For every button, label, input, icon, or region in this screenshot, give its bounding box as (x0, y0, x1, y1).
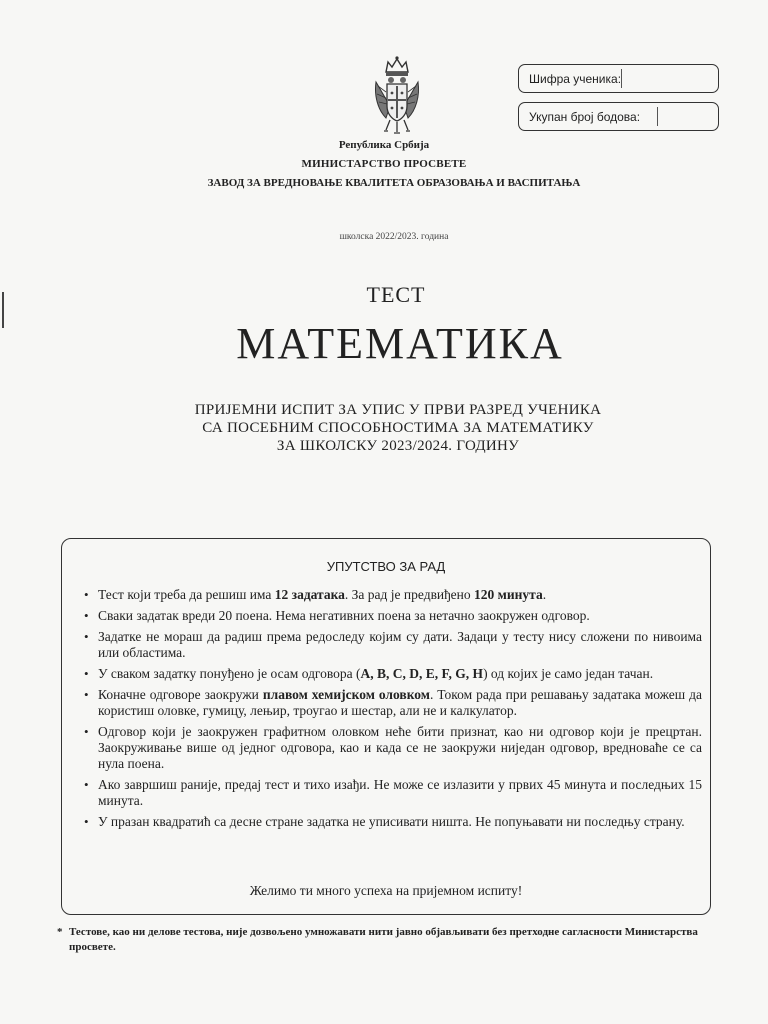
student-code-label: Шифра ученика: (529, 71, 622, 86)
institute-name: ЗАВОД ЗА ВРЕДНОВАЊЕ КВАЛИТЕТА ОБРАЗОВАЊА И ВАСПИТАЊА (207, 177, 581, 189)
total-points-field[interactable] (518, 102, 719, 131)
instruction-item: • Сваки задатак вреди 20 поена. Нема негативних поена за нетачно заокружен одговор. (84, 608, 702, 624)
scan-edge-mark (2, 292, 4, 328)
instruction-item (84, 666, 702, 682)
instruction-bold: A, B, C, D, E, F, G, H (360, 666, 484, 681)
instruction-text: . (542, 587, 547, 602)
instruction-text: . За рад је предвиђено (344, 587, 475, 602)
instructions-panel (61, 538, 711, 915)
instructions-heading: УПУТСТВО ЗА РАД (326, 559, 446, 574)
student-code-divider (621, 69, 622, 88)
good-luck-message: Желимо ти много успеха на пријемном испиту! (249, 883, 523, 898)
instruction-item: • У празан квадратић са десне стране задатка не уписивати ништа. Не попуњавати ни последњу страну. (84, 814, 702, 830)
ministry-name: МИНИСТАРСТВО ПРОСВЕТЕ (301, 158, 467, 170)
subject-title: МАТЕМАТИКА (236, 319, 564, 368)
instruction-item (84, 587, 702, 603)
school-year: школска 2022/2023. година (339, 232, 449, 242)
instruction-text: У сваком задатку понуђено је осам одговора ( (98, 666, 361, 681)
instruction-item: • Задатке не мораш да радиш према редоследу којим су дати. Задаци у тесту нису сложени по нивоима или областима. (84, 629, 702, 661)
student-code-field[interactable] (518, 64, 719, 93)
subtitle-line: ЗА ШКОЛСКУ 2023/2024. ГОДИНУ (276, 438, 520, 454)
subtitle-line: СА ПОСЕБНИМ СПОСОБНОСТИМА ЗА МАТЕМАТИКУ (202, 420, 594, 436)
instruction-bold: 120 минута (474, 587, 543, 602)
instructions-list (84, 587, 702, 835)
instruction-text: Коначне одговоре заокружи (98, 687, 263, 702)
instruction-item (84, 687, 702, 719)
copyright-footnote (57, 925, 717, 955)
total-points-label: Укупан број бодова: (529, 109, 641, 124)
total-points-divider (657, 107, 658, 126)
instruction-item: • Одговор који је заокружен графитном оловком неће бити признат, као ни одговор који је прецртан. Заокруживање више од једног одговора, као и када се не заокружи ниједан одговор, вредноваће се са нула поена. (84, 724, 702, 772)
instruction-item: • Ако завршиш раније, предај тест и тихо изађи. Не може се излазити у првих 45 минута и последњих 15 минута. (84, 777, 702, 809)
footnote-text: Тестове, као ни делове тестова, није дозвољено умножавати нити јавно објављивати без претходне сагласности Министарства просвете. (69, 926, 698, 953)
footnote-asterisk: * (57, 926, 63, 938)
instruction-text: ) од којих је само један тачан. (483, 666, 654, 681)
subtitle-line: ПРИЈЕМНИ ИСПИТ ЗА УПИС У ПРВИ РАЗРЕД УЧЕНИКА (194, 402, 602, 418)
instruction-text: Тест који треба да решиш има (98, 587, 275, 602)
coat-of-arms-icon (372, 56, 422, 136)
instruction-text: . Током рада при решавању задатака можеш да користиш оловке, гумицу, лењир, троугао и шестар, али не и калкулатор. (98, 687, 702, 718)
instruction-bold: плавом хемијском оловком (262, 687, 430, 702)
instruction-bold: 12 задатака (274, 587, 345, 602)
test-label: ТЕСТ (366, 282, 426, 307)
republic-name: Република Србија (338, 139, 430, 151)
